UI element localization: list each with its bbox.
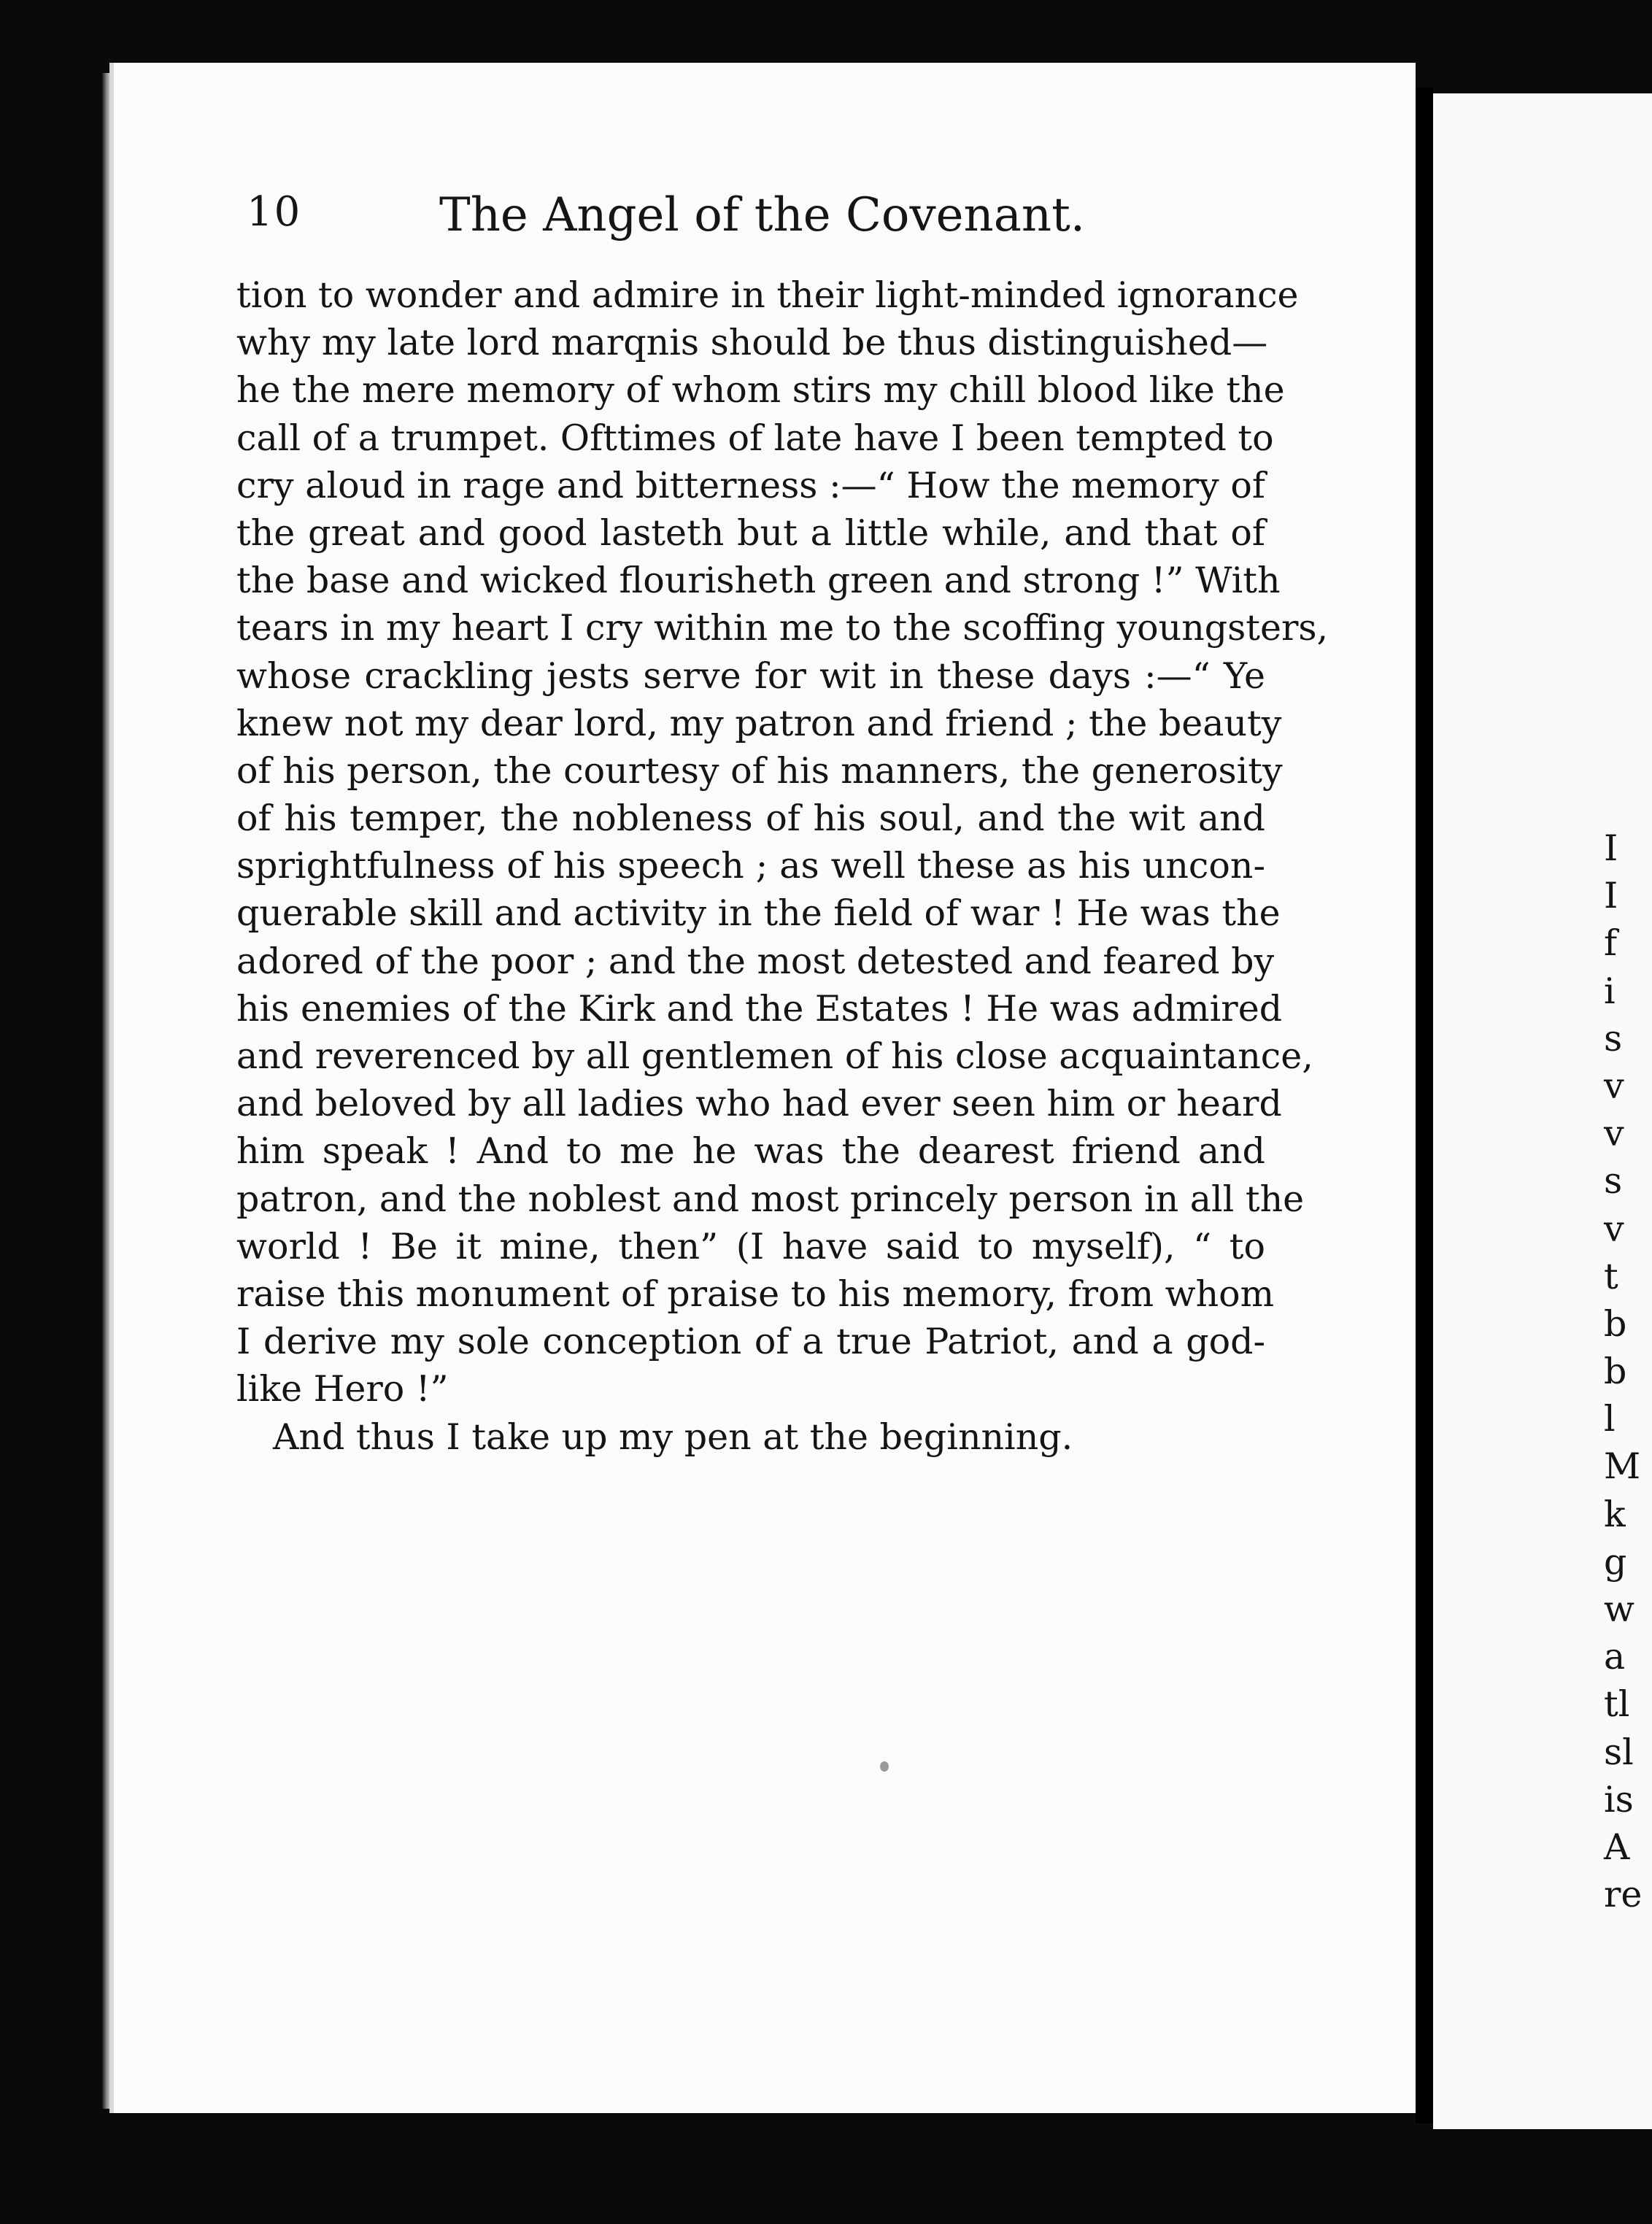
- text-line: whose crackling jests serve for wit in these days :—“ Ye: [236, 655, 1265, 697]
- text-line: and beloved by all ladies who had ever seen him or heard: [236, 1083, 1282, 1125]
- text-line: world ! Be it mine, then” (I have said to myself), “ to: [236, 1225, 1265, 1267]
- text-line: knew not my dear lord, my patron and friend ; the beauty: [236, 702, 1282, 744]
- facing-page-fragment: k: [1604, 1493, 1626, 1535]
- facing-page-fragment: i: [1604, 970, 1616, 1012]
- facing-page-fragment: sl: [1604, 1731, 1634, 1773]
- facing-page-fragment: a: [1604, 1636, 1626, 1678]
- paper-speck: [880, 1761, 889, 1772]
- facing-page-fragments: [1604, 825, 1643, 1918]
- text-line: patron, and the noblest and most princely person in all the: [236, 1178, 1305, 1220]
- text-line: tion to wonder and admire in their light-minded ignorance: [236, 274, 1299, 316]
- facing-page-fragment: l: [1604, 1398, 1616, 1440]
- text-line: querable skill and activity in the field of war ! He was the: [236, 892, 1281, 935]
- text-line: adored of the poor ; and the most detested and feared by: [236, 940, 1275, 982]
- facing-page-fragment: v: [1604, 1208, 1624, 1250]
- facing-page-fragment: v: [1604, 1065, 1624, 1107]
- text-line: he the mere memory of whom stirs my chill blood like the: [236, 369, 1285, 412]
- facing-page-fragment: w: [1604, 1588, 1634, 1630]
- text-line: the base and wicked flourisheth green and strong !” With: [236, 560, 1281, 602]
- page-header: [247, 188, 1268, 247]
- page-number: 10: [247, 188, 302, 236]
- text-line: call of a trumpet. Ofttimes of late have I been tempted to: [236, 417, 1274, 459]
- text-line: raise this monument of praise to his memory, from whom: [236, 1273, 1275, 1315]
- text-line: and reverenced by all gentlemen of his close acquaintance,: [236, 1035, 1313, 1077]
- text-line: why my late lord marqnis should be thus distinguished—: [236, 322, 1268, 364]
- facing-page-fragment: t: [1604, 1255, 1618, 1297]
- facing-page-fragment: I: [1604, 875, 1618, 917]
- facing-page-fragment: re: [1604, 1874, 1643, 1916]
- facing-page-fragment: v: [1604, 1113, 1624, 1155]
- text-line: of his person, the courtesy of his manners, the generosity: [236, 749, 1283, 792]
- text-line: tears in my heart I cry within me to the scoffing youngsters,: [236, 607, 1329, 649]
- facing-page-fragment: g: [1604, 1540, 1627, 1583]
- facing-page-fragment: b: [1604, 1302, 1627, 1345]
- text-line: sprightfulness of his speech ; as well these as his uncon-: [236, 845, 1265, 887]
- facing-page-fragment: b: [1604, 1351, 1627, 1393]
- facing-page-fragment: s: [1604, 1160, 1623, 1202]
- facing-page-fragment: s: [1604, 1017, 1623, 1059]
- text-line: of his temper, the nobleness of his soul, and the wit and: [236, 798, 1265, 840]
- facing-page-fragment: M: [1604, 1445, 1641, 1488]
- text-line: cry aloud in rage and bitterness :—“ How the memory of: [236, 464, 1265, 506]
- facing-page-fragment: is: [1604, 1778, 1634, 1820]
- facing-page-fragment: A: [1604, 1826, 1630, 1868]
- page-edge: [1416, 88, 1433, 2123]
- text-line: him speak ! And to me he was the dearest friend and: [236, 1130, 1265, 1173]
- facing-page-fragment: tl: [1604, 1683, 1630, 1726]
- text-line: the great and good lasteth but a little while, and that of: [236, 511, 1265, 554]
- text-line: his enemies of the Kirk and the Estates ! He was admired: [236, 987, 1283, 1030]
- text-line: I derive my sole conception of a true Patriot, and a god-: [236, 1321, 1265, 1363]
- facing-page-fragment: I: [1604, 827, 1618, 869]
- facing-page-fragment: f: [1604, 922, 1618, 965]
- paragraph-start-line: And thus I take up my pen at the beginning.: [273, 1416, 1073, 1458]
- body-text: [236, 271, 1329, 1461]
- running-title: The Angel of the Covenant.: [439, 188, 1086, 242]
- text-line: like Hero !”: [236, 1368, 449, 1410]
